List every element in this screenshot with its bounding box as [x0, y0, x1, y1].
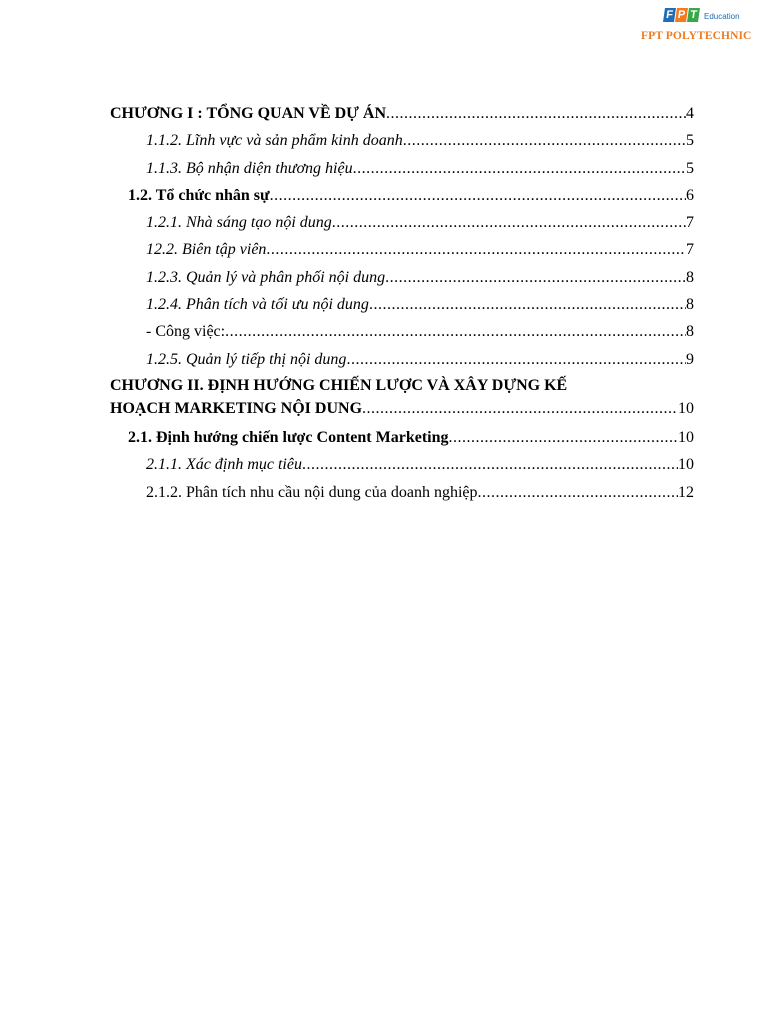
toc-entry-1-2-4[interactable] — [110, 291, 694, 318]
toc-entry-title: - Công việc: — [146, 323, 226, 341]
toc-entry-page: 10 — [678, 399, 694, 417]
toc-entry-page: 5 — [686, 159, 694, 177]
fpt-polytechnic-logo — [640, 4, 764, 48]
toc-entry-1-2-5[interactable] — [110, 346, 694, 373]
toc-entry-page: 10 — [678, 456, 694, 474]
toc-entry-title: 2.1.1. Xác định mục tiêu — [146, 456, 302, 474]
toc-leader-dots — [332, 209, 686, 236]
toc-leader-dots — [403, 127, 686, 154]
toc-entry-1-2-2[interactable] — [110, 236, 694, 263]
toc-entry-page: 9 — [686, 350, 694, 368]
toc-entry-chapter-1[interactable] — [110, 100, 694, 127]
table-of-contents — [110, 100, 694, 506]
toc-entry-page: 8 — [686, 296, 694, 314]
toc-entry-1-2[interactable] — [110, 182, 694, 209]
toc-entry-title: 1.2. Tổ chức nhân sự — [128, 186, 270, 204]
toc-entry-title: 1.2.5. Quản lý tiếp thị nội dung — [146, 350, 347, 368]
toc-entry-title-line2: HOẠCH MARKETING NỘI DUNG — [110, 399, 363, 417]
toc-entry-page: 6 — [686, 186, 694, 204]
toc-entry-2-1[interactable] — [110, 424, 694, 451]
toc-entry-title: 1.2.1. Nhà sáng tạo nội dung — [146, 214, 332, 232]
toc-entry-cong-viec[interactable] — [110, 318, 694, 345]
toc-leader-dots — [270, 182, 686, 209]
toc-leader-dots — [353, 155, 686, 182]
toc-entry-page: 5 — [686, 132, 694, 150]
toc-entry-page: 8 — [686, 268, 694, 286]
toc-leader-dots — [369, 291, 686, 318]
logo-polytechnic-label: FPT POLYTECHNIC — [641, 30, 752, 42]
logo-letter-p: P — [676, 9, 687, 21]
toc-entry-1-1-3[interactable] — [110, 155, 694, 182]
toc-leader-dots — [385, 264, 686, 291]
toc-entry-page: 7 — [686, 241, 694, 259]
toc-leader-dots — [386, 100, 686, 127]
toc-entry-page: 12 — [678, 483, 694, 501]
toc-entry-line2 — [110, 397, 694, 424]
toc-entry-chapter-2[interactable] — [110, 374, 694, 424]
toc-entry-title: 1.2.4. Phân tích và tối ưu nội dung — [146, 296, 369, 314]
toc-entry-page: 4 — [686, 105, 694, 122]
toc-entry-title: 2.1. Định hướng chiến lược Content Marketing — [128, 428, 449, 446]
toc-leader-dots — [346, 346, 686, 373]
toc-entry-2-1-2[interactable] — [110, 479, 694, 506]
toc-entry-title: 1.1.2. Lĩnh vực và sản phẩm kinh doanh — [146, 132, 403, 150]
toc-leader-dots — [478, 479, 679, 506]
logo-letter-t: T — [687, 8, 700, 22]
toc-entry-title: 1.2.3. Quản lý và phân phối nội dung — [146, 268, 386, 286]
toc-entry-title: CHƯƠNG I : TỔNG QUAN VỀ DỰ ÁN — [110, 105, 387, 122]
toc-leader-dots — [266, 236, 686, 263]
toc-entry-page: 8 — [686, 323, 694, 341]
toc-leader-dots — [302, 451, 678, 478]
logo-letter-f: F — [663, 8, 676, 22]
toc-entry-title: 2.1.2. Phân tích nhu cầu nội dung của doanh nghiệp — [146, 483, 478, 501]
toc-entry-1-1-2[interactable] — [110, 127, 694, 154]
toc-entry-page: 10 — [678, 428, 694, 446]
toc-leader-dots — [449, 424, 679, 451]
toc-leader-dots — [362, 397, 678, 420]
fpt-logo-mark — [664, 4, 740, 26]
toc-entry-title: 1.1.3. Bộ nhận diện thương hiệu — [146, 159, 353, 177]
toc-leader-dots — [225, 318, 686, 345]
toc-entry-2-1-1[interactable] — [110, 451, 694, 478]
toc-entry-title-line1: CHƯƠNG II. ĐỊNH HƯỚNG CHIẾN LƯỢC VÀ XÂY DỰNG KẾ — [110, 376, 568, 394]
toc-entry-1-2-3[interactable] — [110, 264, 694, 291]
logo-education-label: Education — [704, 11, 740, 21]
toc-entry-title: 12.2. Biên tập viên — [146, 241, 267, 259]
toc-entry-page: 7 — [686, 214, 694, 232]
toc-entry-1-2-1[interactable] — [110, 209, 694, 236]
